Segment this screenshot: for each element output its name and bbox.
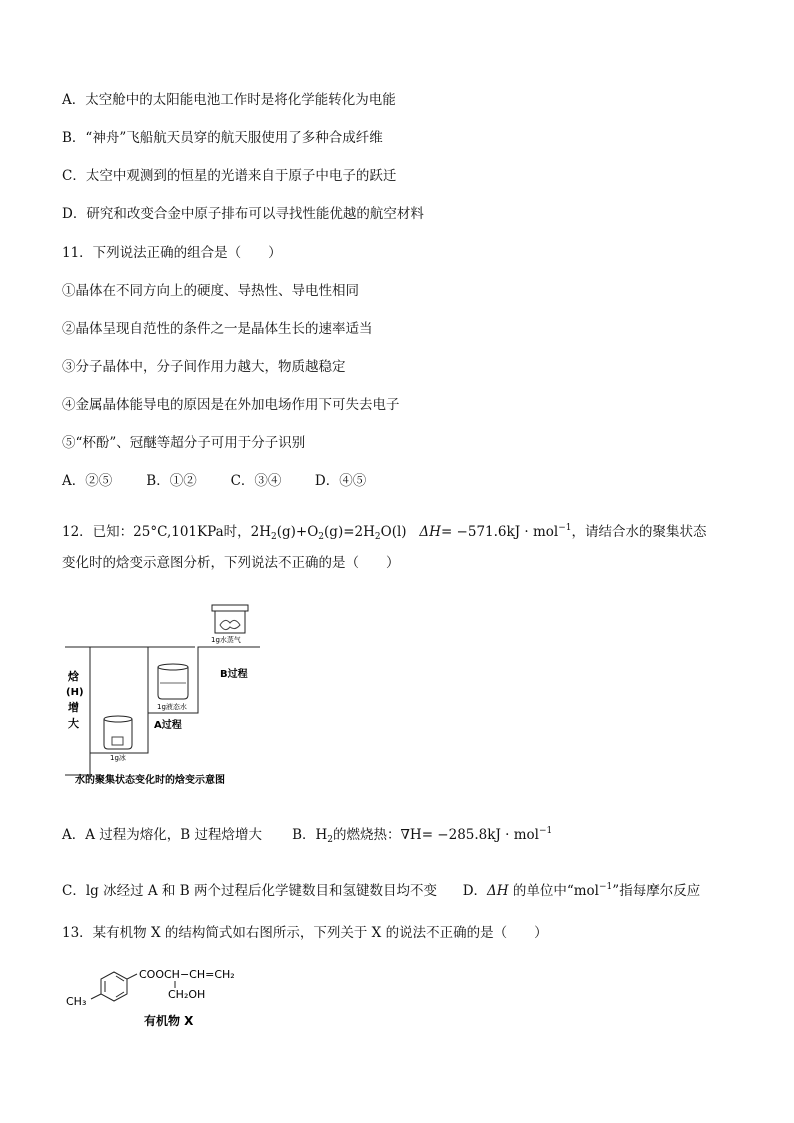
axis-label-1: 焓 (68, 670, 79, 683)
q12-equation: $2H_2(g)+O_2(g)=2H_2O(l)$ ΔH= −571.6kJ · mol$^{-1}$ (250, 523, 572, 542)
enthalpy-diagram (60, 595, 290, 790)
q12-option-b: B．$H_2$的燃烧热：∇H= −285.8kJ · mol$^{-1}$ (292, 826, 553, 845)
ice-label: 1g冰 (110, 754, 126, 762)
ice-beaker-icon (104, 716, 132, 749)
ch3-label: CH₃ (66, 995, 87, 1008)
q12-option-c: C．lg 冰经过 A 和 B 两个过程后化学键数目和氢键数目均不变 (62, 883, 437, 899)
vapor-beaker-icon (212, 605, 248, 633)
liquid-label: 1g液态水 (157, 703, 187, 711)
q11-item-4: ④金属晶体能导电的原因是在外加电场作用下可失去电子 (62, 397, 400, 413)
q11-options (62, 472, 366, 490)
q13-stem: 13．某有机物 X 的结构简式如右图所示，下列关于 X 的说法不正确的是（ ） (62, 925, 548, 941)
q12-stem-line2: 变化时的焓变示意图分析，下列说法不正确的是（ ） (62, 555, 400, 571)
q10-option-d: D．研究和改变合金中原子排布可以寻找性能优越的航空材料 (62, 206, 424, 222)
structure-caption: 有机物 X (144, 1014, 194, 1028)
q11-option-a: A．②⑤ (62, 473, 113, 489)
q11-option-d: D．④⑤ (314, 473, 367, 489)
branch-label: CH₂OH (168, 988, 206, 1001)
process-a-label: A过程 (154, 720, 182, 731)
q12-options-ab (62, 822, 552, 849)
q10-option-c: C．太空中观测到的恒星的光谱来自于原子中电子的跃迁 (62, 168, 397, 184)
q12-stem-line1 (62, 519, 707, 546)
axis-label-3: 增 (68, 701, 79, 714)
q10-option-a: A．太空舱中的太阳能电池工作时是将化学能转化为电能 (62, 92, 396, 108)
q11-option-c: C．③④ (230, 473, 282, 489)
q10-option-b: B．“神舟”飞船航天员穿的航天服使用了多种合成纤维 (62, 130, 383, 146)
q12-stem-suffix: ，请结合水的聚集状态 (571, 524, 707, 540)
axis-label-2: (H) (66, 687, 84, 698)
vapor-label: 1g水蒸气 (211, 636, 241, 644)
q11-item-1: ①晶体在不同方向上的硬度、导热性、导电性相同 (62, 283, 359, 299)
q11-item-5: ⑤“杯酚”、冠醚等超分子可用于分子识别 (62, 435, 306, 451)
figure-caption: 水的聚集状态变化时的焓变示意图 (75, 775, 225, 786)
q12-stem-prefix: 12．已知：25°C,101KPa时， (62, 524, 251, 540)
q12-option-a: A．A 过程为熔化，B 过程焓增大 (62, 827, 263, 843)
q11-item-2: ②晶体呈现自范性的条件之一是晶体生长的速率适当 (62, 321, 373, 337)
q11-stem: 11．下列说法正确的组合是（ ） (62, 245, 282, 261)
process-b-label: B过程 (220, 669, 248, 680)
q12-option-d: D．ΔH 的单位中“mol$^{-1}$”指每摩尔反应 (462, 882, 701, 899)
structure-diagram (64, 958, 264, 1033)
ester-chain-label: COOCH−CH=CH₂ (139, 968, 235, 981)
liquid-beaker-icon (158, 664, 188, 699)
axis-label-4: 大 (68, 717, 79, 730)
q11-option-b: B．①② (146, 473, 197, 489)
q11-item-3: ③分子晶体中，分子间作用力越大，物质越稳定 (62, 359, 346, 375)
q12-options-cd (62, 878, 700, 900)
